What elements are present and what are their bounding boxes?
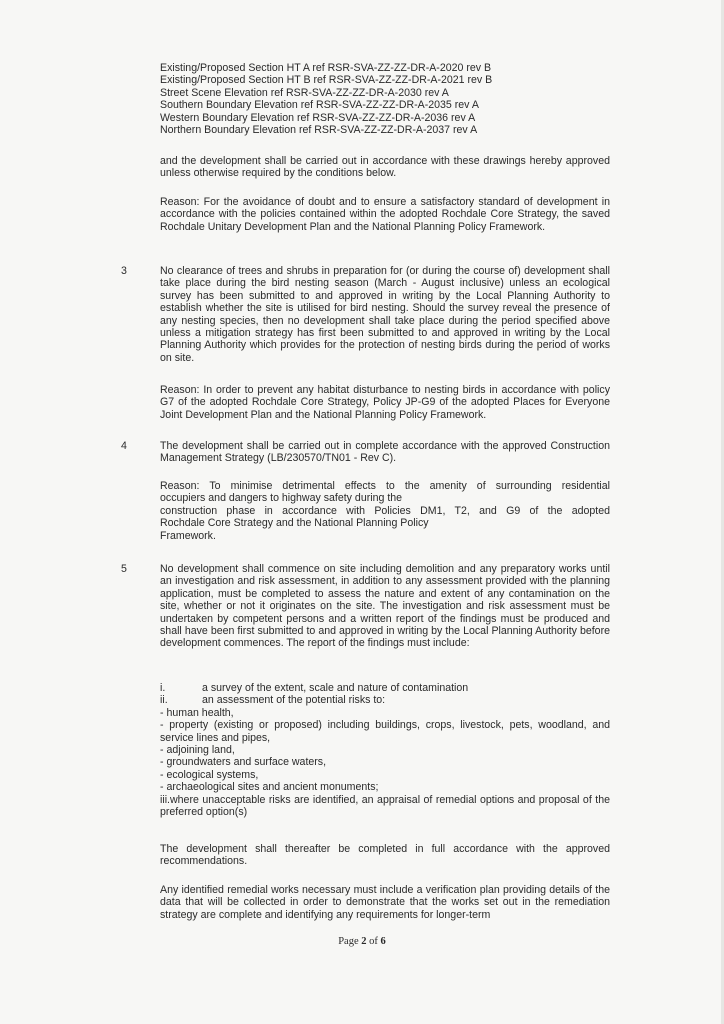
reason-line: Reason: To minimise detrimental effects to the amenity of surrounding residential: [160, 480, 610, 492]
risk-item: - human health,: [160, 706, 234, 719]
condition-3-reason: Reason: In order to prevent any habitat disturbance to nesting birds in accordance with policy G7 of the adopted Rochdale Core Strategy, Policy JP-G9 of the adopted Places for Everyone Joint Development Plan and the National Planning Policy Framework.: [160, 384, 610, 421]
reason-line: Rochdale Core Strategy and the National Planning Policy: [160, 517, 429, 530]
report-requirements-list: [160, 682, 610, 818]
risk-item: - groundwaters and surface waters,: [160, 756, 327, 769]
list-item-iii: iii.where unacceptable risks are identified, an appraisal of remedial options and proposal of the preferred option(s): [160, 793, 610, 819]
page-word: Page: [338, 936, 359, 947]
page-footer: [0, 936, 724, 948]
drawing-ref: Western Boundary Elevation ref RSR-SVA-ZZ-ZZ-DR-A-2036 rev A: [160, 111, 476, 124]
list-item-text: a survey of the extent, scale and nature of contamination: [202, 682, 469, 694]
drawing-ref: Northern Boundary Elevation ref RSR-SVA-ZZ-ZZ-DR-A-2037 rev A: [160, 124, 478, 137]
reason-line: Framework.: [160, 529, 216, 542]
drawing-ref: Southern Boundary Elevation ref RSR-SVA-ZZ-ZZ-DR-A-2035 rev A: [160, 99, 479, 112]
condition-5-text: No development shall commence on site including demolition and any preparatory works until an investigation and risk assessment, in addition to any assessment provided with the planning application, must be completed to assess the nature and extent of any contamination on the site, whether or not it originates on the site. The investigation and risk assessment must be undertaken by competent persons and a written report of the findings must be produced and shall have been first submitted to and approved in writing by the Local Planning Authority before development commences. The report of the findings must include:: [160, 563, 610, 650]
condition-2-text: and the development shall be carried out in accordance with these drawings hereby approved unless otherwise required by the conditions below.: [160, 155, 610, 180]
condition-4-number: 4: [121, 440, 127, 452]
list-item-text: an assessment of the potential risks to:: [202, 694, 386, 707]
list-numeral: ii.: [160, 694, 168, 707]
condition-3-text: No clearance of trees and shrubs in preparation for (or during the course of) development shall take place during the bird nesting season (March - August inclusive) unless an ecological survey has been submitted to and approved in writing by the Local Planning Authority to establish whether the site is utilised for bird nesting. Should the survey reveal the presence of any nesting species, then no development shall take place during the period specified above unless a mitigation strategy has first been submitted to and approved in writing by the Local Planning Authority which provides for the protection of nesting birds during the period of works on site.: [160, 265, 610, 364]
risk-item: - ecological systems,: [160, 768, 259, 781]
remedial-works-text: Any identified remedial works necessary must include a verification plan providing details of the data that will be collected in order to demonstrate that the works set out in the remediation strategy are complete and identifying any requirements for longer-term: [160, 884, 610, 921]
condition-4-text: The development shall be carried out in complete accordance with the approved Construction Management Strategy (LB/230570/TN01 - Rev C).: [160, 440, 610, 465]
risk-item: - property (existing or proposed) including buildings, crops, livestock, pets, woodland, and service lines and pipes,: [160, 719, 610, 744]
drawing-reference-list: [160, 62, 610, 136]
drawing-ref: Street Scene Elevation ref RSR-SVA-ZZ-ZZ-DR-A-2030 rev A: [160, 86, 449, 99]
drawing-ref: Existing/Proposed Section HT B ref RSR-SVA-ZZ-ZZ-DR-A-2021 rev B: [160, 74, 493, 87]
completion-text: The development shall thereafter be completed in full accordance with the approved recommendations.: [160, 843, 610, 868]
page-number: 2: [361, 936, 367, 947]
risk-item: - adjoining land,: [160, 744, 235, 757]
condition-5-number: 5: [121, 563, 127, 575]
list-numeral: i.: [160, 682, 166, 694]
drawing-ref: Existing/Proposed Section HT A ref RSR-SVA-ZZ-ZZ-DR-A-2020 rev B: [160, 62, 492, 74]
condition-2-reason: Reason: For the avoidance of doubt and to ensure a satisfactory standard of development in accordance with the policies contained within the adopted Rochdale Core Strategy, the saved Rochdale Unitary Development Plan and the National Planning Policy Framework.: [160, 196, 610, 233]
risk-item: - archaeological sites and ancient monuments;: [160, 781, 379, 794]
list-item: [160, 682, 610, 694]
list-item: [160, 694, 610, 706]
reason-line: construction phase in accordance with Policies DM1, T2, and G9 of the adopted: [160, 504, 610, 517]
of-word: of: [369, 936, 378, 947]
condition-4-reason: [160, 480, 610, 542]
page-total: 6: [380, 936, 386, 947]
condition-3-number: 3: [121, 265, 127, 277]
reason-line: occupiers and dangers to highway safety during the: [160, 492, 403, 505]
